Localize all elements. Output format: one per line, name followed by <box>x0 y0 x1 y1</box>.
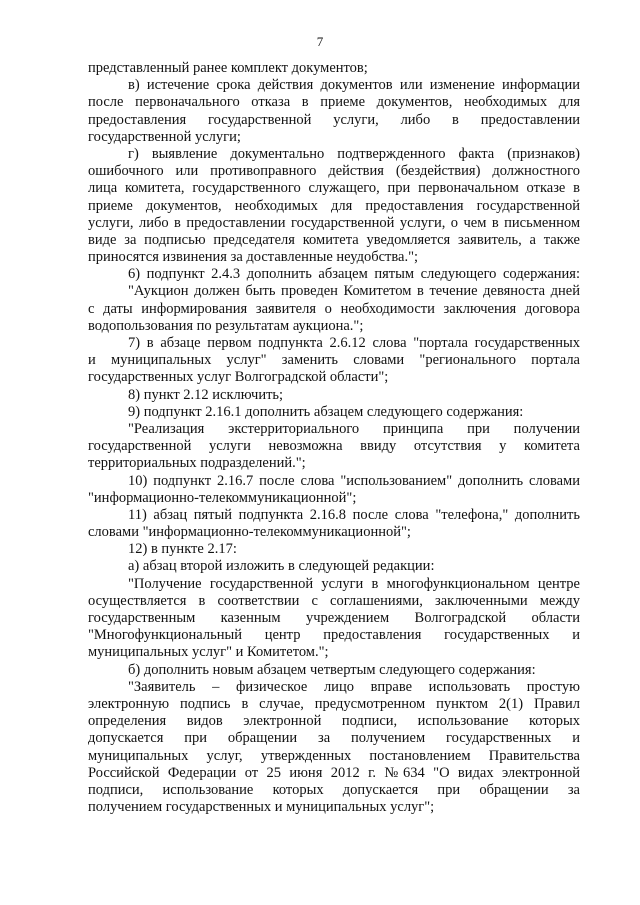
text-line: приеме документов, необходимых для предоставления государственной <box>88 197 580 214</box>
text-line: "Реализация экстерриториального принципа при получении <box>128 420 580 437</box>
text-line: 11) абзац пятый подпункта 2.16.8 после слова "телефона," дополнить <box>128 506 580 523</box>
text-line: государственных услуг Волгоградской области"; <box>88 369 389 386</box>
text-line: 10) подпункт 2.16.7 после слова "использованием" дополнить словами <box>128 472 580 489</box>
text-line: государственной услуги невозможна ввиду отсутствия у комитета <box>88 438 580 455</box>
page-number: 7 <box>316 34 324 49</box>
text-line: с даты информирования заявителя о необходимости заключения договора <box>88 300 580 317</box>
text-line: 6) подпункт 2.4.3 дополнить абзацем пятым следующего содержания: <box>128 266 580 283</box>
text-line: муниципальных услуг" и Комитетом."; <box>88 644 329 661</box>
text-line: Российской Федерации от 25 июня 2012 г. №634 "О видах электронной <box>88 764 580 781</box>
text-line: 12) в пункте 2.17: <box>128 541 237 558</box>
text-line: государственным казенным учреждением Волгоградской области <box>88 610 580 626</box>
text-line: услуги, либо в предоставлении государственной услуги, о чем в письменном <box>88 214 580 231</box>
text-line: словами "информационно-телекоммуникационной"; <box>88 524 411 541</box>
text-line: ошибочного или противоправного действия (бездействия) должностного <box>88 163 580 180</box>
text-line: предоставления государственной услуги, либо в предоставлении <box>88 111 580 128</box>
text-line: "Аукцион должен быть проведен Комитетом в течение девяноста дней <box>128 283 580 300</box>
text-line: "информационно-телекоммуникационной"; <box>88 489 357 506</box>
text-line: после первоначального отказа в приеме документов, необходимых для <box>88 94 580 111</box>
text-line: получением государственных и муниципальных услуг"; <box>88 799 435 816</box>
text-line: приносятся извинения за доставленные неудобства."; <box>88 249 419 266</box>
text-line: осуществляется в соответствии с соглашениями, заключенными между <box>88 592 580 609</box>
text-line: водопользования по результатам аукциона."; <box>88 317 364 334</box>
text-line: в) истечение срока действия документов или изменение информации <box>128 77 580 94</box>
text-line: г) выявление документально подтвержденного факта (признаков) <box>128 145 580 162</box>
text-line: государственной услуги; <box>88 128 241 145</box>
text-line: "Получение государственной услуги в многофункциональном центре <box>128 575 580 592</box>
text-line: определения видов электронной подписи, использование которых <box>88 713 580 730</box>
text-line: муниципальных услуг, утвержденных постановлением Правительства <box>88 747 580 764</box>
text-line: а) абзац второй изложить в следующей редакции: <box>128 558 435 575</box>
text-line: 9) подпункт 2.16.1 дополнить абзацем следующего содержания: <box>128 403 524 420</box>
text-line: "Многофункциональный центр предоставления государственных и <box>88 627 580 644</box>
text-line: б) дополнить новым абзацем четвертым следующего содержания: <box>128 661 536 678</box>
text-line: лица комитета, государственного служащего, при первоначальном отказе в <box>88 180 580 197</box>
text-line: подписи, использование которых допускается при обращении за <box>88 781 580 798</box>
document-body <box>88 60 580 816</box>
text-line: территориальных подразделений."; <box>88 455 306 472</box>
text-line: представленный ранее комплект документов; <box>88 60 368 76</box>
text-line: виде за подписью председателя комитета уведомляется заявитель, а также <box>88 231 580 248</box>
text-line: электронную подпись в случае, предусмотренном пунктом 2(1) Правил <box>88 695 580 712</box>
text-line: 7) в абзаце первом подпункта 2.6.12 слова "портала государственных <box>128 335 580 351</box>
text-line: 8) пункт 2.12 исключить; <box>128 386 284 403</box>
text-line: допускается при обращении за получением государственных и <box>88 730 580 747</box>
text-line: и муниципальных услуг" заменить словами "регионального портала <box>88 352 580 369</box>
text-line: "Заявитель – физическое лицо вправе использовать простую <box>128 678 580 695</box>
